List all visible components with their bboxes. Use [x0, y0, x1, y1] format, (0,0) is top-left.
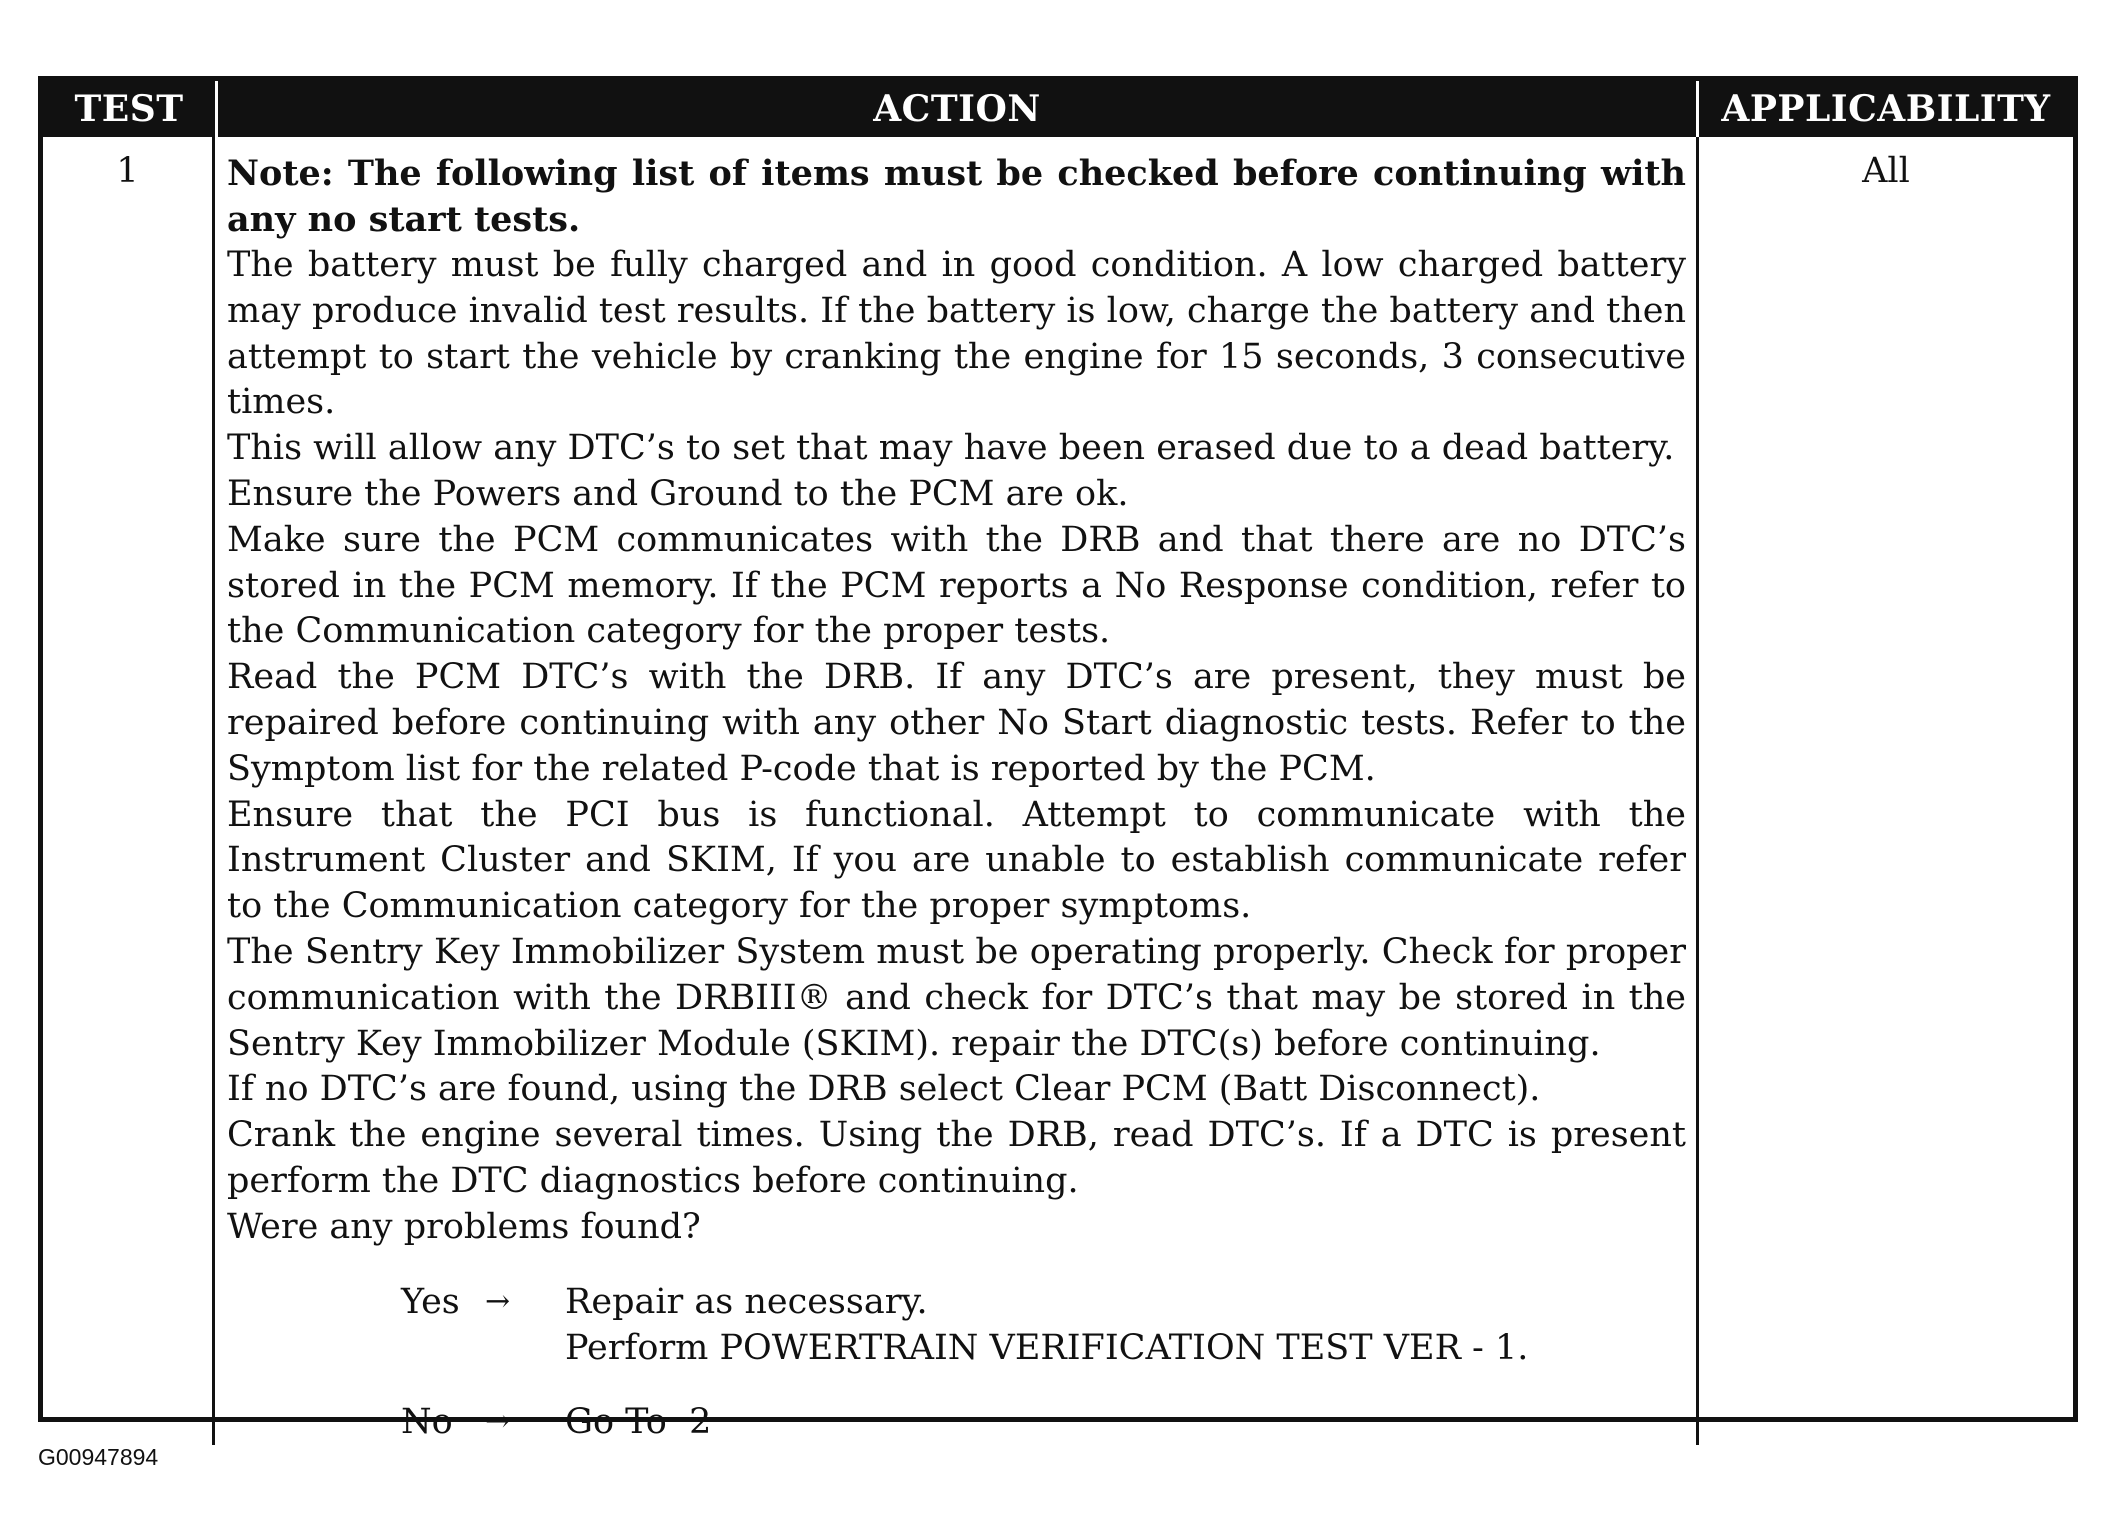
test-number: 1	[43, 137, 215, 1445]
figure-code: G00947894	[38, 1444, 159, 1470]
header-action: ACTION	[215, 81, 1699, 137]
answers	[227, 1279, 1686, 1445]
answer-no-label: No	[401, 1401, 453, 1442]
paragraph-clear-pcm: If no DTC’s are found, using the DRB select Clear PCM (Batt Disconnect).	[227, 1069, 1541, 1110]
paragraph-dtc-set: This will allow any DTC’s to set that may have been erased due to a dead battery.	[227, 428, 1675, 469]
arrow-right-icon: →	[485, 1403, 511, 1439]
paragraph-pcm-communication: Make sure the PCM communicates with the DRB and that there are no DTC’s stored in the PCM memory. If the PCM reports a No Response condition, refer to the Communication category for the proper tests.	[227, 519, 1686, 652]
paragraph-crank-engine: Crank the engine several times. Using the DRB, read DTC’s. If a DTC is present perform the DTC diagnostics before continuing.	[227, 1115, 1686, 1201]
action-cell	[215, 137, 1699, 1445]
answer-yes-line2: Perform POWERTRAIN VERIFICATION TEST VER - 1.	[565, 1327, 1529, 1368]
paragraph-battery: The battery must be fully charged and in good condition. A low charged battery may produce invalid test results. If the battery is low, charge the battery and then attempt to start the vehicle by cranking the engine for 15 seconds, 3 consecutive times.	[227, 245, 1686, 423]
paragraph-read-dtc: Read the PCM DTC’s with the DRB. If any DTC’s are present, they must be repaired before continuing with any other No Start diagnostic tests. Refer to the Symptom list for the related P-code that is reported by the PCM.	[227, 657, 1686, 789]
answer-yes-text	[565, 1279, 1686, 1371]
applicability-value: All	[1862, 151, 1910, 191]
note-text: Note: The following list of items must be checked before continuing with any no start tests.	[227, 153, 1686, 240]
header-test: TEST	[43, 81, 215, 137]
answer-no	[401, 1399, 1686, 1445]
answer-yes-line1: Repair as necessary.	[565, 1281, 928, 1322]
paragraph-pci-bus: Ensure that the PCI bus is functional. Attempt to communicate with the Instrument Cluster and SKIM, If you are unable to establish communicate refer to the Communication category for the proper symptoms.	[227, 794, 1686, 927]
answer-yes	[401, 1279, 1686, 1371]
header-applicability: APPLICABILITY	[1699, 81, 2073, 137]
answer-no-text: Go To 2	[565, 1401, 712, 1442]
arrow-right-icon: →	[485, 1283, 511, 1319]
question-text: Were any problems found?	[227, 1206, 701, 1247]
diagnostic-test-table	[38, 76, 2078, 1442]
paragraph-powers-ground: Ensure the Powers and Ground to the PCM are ok.	[227, 473, 1129, 514]
paragraph-sentry-key: The Sentry Key Immobilizer System must be operating properly. Check for proper communication with the DRBIII® and check for DTC’s that may be stored in the Sentry Key Immobilizer Module (SKIM). repair the DTC(s) before continuing.	[227, 931, 1686, 1064]
answer-yes-label: Yes	[401, 1281, 460, 1322]
